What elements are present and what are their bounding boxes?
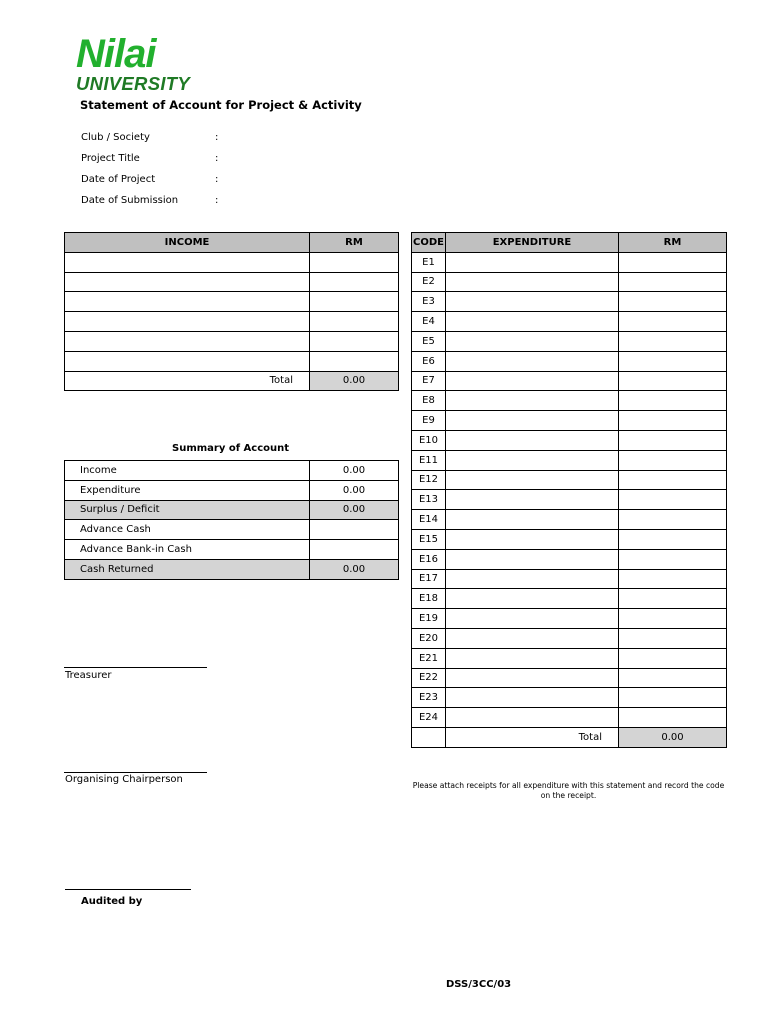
summary-label: Surplus / Deficit <box>65 500 310 520</box>
expenditure-total-label: Total <box>446 727 619 747</box>
expenditure-row <box>412 351 727 371</box>
expenditure-item-cell[interactable] <box>446 490 619 510</box>
expenditure-code: E1 <box>412 252 446 272</box>
expenditure-header: EXPENDITURE <box>446 233 619 253</box>
expenditure-code: E22 <box>412 668 446 688</box>
expenditure-code: E15 <box>412 529 446 549</box>
info-colon: : <box>215 195 219 206</box>
expenditure-code: E12 <box>412 470 446 490</box>
expenditure-row <box>412 450 727 470</box>
expenditure-item-cell[interactable] <box>446 688 619 708</box>
expenditure-code: E6 <box>412 351 446 371</box>
expenditure-item-cell[interactable] <box>446 351 619 371</box>
expenditure-code: E8 <box>412 391 446 411</box>
summary-value: 0.00 <box>310 559 399 579</box>
expenditure-item-cell[interactable] <box>446 312 619 332</box>
expenditure-code: E14 <box>412 510 446 530</box>
expenditure-item-cell[interactable] <box>446 589 619 609</box>
income-amount-cell[interactable] <box>310 292 399 312</box>
expenditure-code: E13 <box>412 490 446 510</box>
expenditure-amount-cell[interactable] <box>619 411 727 431</box>
expenditure-row <box>412 628 727 648</box>
expenditure-item-cell[interactable] <box>446 668 619 688</box>
logo-wordmark: Nilai <box>76 34 156 76</box>
expenditure-amount-cell[interactable] <box>619 252 727 272</box>
audit-signature-line <box>65 889 191 890</box>
expenditure-row <box>412 391 727 411</box>
income-item-cell[interactable] <box>65 252 310 272</box>
income-item-cell[interactable] <box>65 331 310 351</box>
income-row <box>65 331 399 351</box>
audited-by-label: Audited by <box>81 896 143 907</box>
expenditure-amount-cell[interactable] <box>619 549 727 569</box>
income-item-cell[interactable] <box>65 292 310 312</box>
expenditure-item-cell[interactable] <box>446 391 619 411</box>
expenditure-code: E9 <box>412 411 446 431</box>
income-amount-cell[interactable] <box>310 312 399 332</box>
expenditure-row <box>412 688 727 708</box>
summary-title: Summary of Account <box>172 443 290 454</box>
expenditure-row <box>412 252 727 272</box>
info-label-date-of-submission: Date of Submission <box>81 195 179 206</box>
expenditure-item-cell[interactable] <box>446 292 619 312</box>
income-total-label: Total <box>65 371 310 391</box>
summary-value[interactable] <box>310 540 399 560</box>
expenditure-code: E20 <box>412 628 446 648</box>
info-colon: : <box>215 153 219 164</box>
document-title: Statement of Account for Project & Activity <box>80 98 362 112</box>
expenditure-amount-cell[interactable] <box>619 331 727 351</box>
expenditure-row <box>412 529 727 549</box>
income-row <box>65 252 399 272</box>
income-total-row <box>65 371 399 391</box>
expenditure-amount-cell[interactable] <box>619 351 727 371</box>
expenditure-item-cell[interactable] <box>446 470 619 490</box>
summary-value[interactable] <box>310 520 399 540</box>
income-row <box>65 292 399 312</box>
expenditure-total-row <box>412 727 727 747</box>
income-row <box>65 351 399 371</box>
income-amount-cell[interactable] <box>310 272 399 292</box>
expenditure-item-cell[interactable] <box>446 371 619 391</box>
expenditure-amount-cell[interactable] <box>619 312 727 332</box>
expenditure-amount-cell[interactable] <box>619 371 727 391</box>
expenditure-row <box>412 569 727 589</box>
expenditure-item-cell[interactable] <box>446 549 619 569</box>
expenditure-row <box>412 331 727 351</box>
expenditure-row <box>412 708 727 728</box>
summary-label: Income <box>65 461 310 481</box>
expenditure-row <box>412 490 727 510</box>
expenditure-code: E2 <box>412 272 446 292</box>
income-amount-cell[interactable] <box>310 331 399 351</box>
expenditure-amount-cell[interactable] <box>619 529 727 549</box>
summary-label: Cash Returned <box>65 559 310 579</box>
expenditure-row <box>412 430 727 450</box>
expenditure-row <box>412 272 727 292</box>
expenditure-item-cell[interactable] <box>446 529 619 549</box>
income-item-cell[interactable] <box>65 272 310 292</box>
expenditure-row <box>412 609 727 629</box>
income-amount-cell[interactable] <box>310 252 399 272</box>
expenditure-amount-cell[interactable] <box>619 490 727 510</box>
info-label-project-title: Project Title <box>81 153 140 164</box>
expenditure-amount-cell[interactable] <box>619 510 727 530</box>
expenditure-amount-cell[interactable] <box>619 609 727 629</box>
summary-row-income <box>65 461 399 481</box>
expenditure-item-cell[interactable] <box>446 569 619 589</box>
income-amount-cell[interactable] <box>310 351 399 371</box>
expenditure-table <box>411 232 727 748</box>
expenditure-body <box>412 252 727 727</box>
income-row <box>65 312 399 332</box>
treasurer-signature-line <box>64 667 207 668</box>
expenditure-row <box>412 510 727 530</box>
expenditure-item-cell[interactable] <box>446 411 619 431</box>
expenditure-row <box>412 411 727 431</box>
expenditure-code: E19 <box>412 609 446 629</box>
summary-row-expenditure <box>65 480 399 500</box>
expenditure-amount-cell[interactable] <box>619 589 727 609</box>
expenditure-code: E4 <box>412 312 446 332</box>
expenditure-code: E10 <box>412 430 446 450</box>
info-label-club: Club / Society <box>81 132 150 143</box>
summary-table <box>64 460 399 580</box>
expenditure-code: E16 <box>412 549 446 569</box>
income-rm-header: RM <box>310 233 399 253</box>
info-label-date-of-project: Date of Project <box>81 174 156 185</box>
summary-value: 0.00 <box>310 461 399 481</box>
expenditure-amount-cell[interactable] <box>619 648 727 668</box>
summary-value: 0.00 <box>310 500 399 520</box>
summary-row-surplus <box>65 500 399 520</box>
expenditure-row <box>412 589 727 609</box>
expenditure-row <box>412 668 727 688</box>
expenditure-amount-cell[interactable] <box>619 391 727 411</box>
receipt-note: Please attach receipts for all expenditure with this statement and record the code on the receipt. <box>412 781 725 800</box>
expenditure-rm-header: RM <box>619 233 727 253</box>
expenditure-amount-cell[interactable] <box>619 688 727 708</box>
income-item-cell[interactable] <box>65 351 310 371</box>
expenditure-total-code-cell <box>412 727 446 747</box>
document-reference: DSS/3CC/03 <box>446 979 512 990</box>
summary-label: Advance Cash <box>65 520 310 540</box>
expenditure-item-cell[interactable] <box>446 430 619 450</box>
expenditure-amount-cell[interactable] <box>619 450 727 470</box>
expenditure-item-cell[interactable] <box>446 450 619 470</box>
expenditure-amount-cell[interactable] <box>619 628 727 648</box>
expenditure-row <box>412 371 727 391</box>
summary-row-cash-returned <box>65 559 399 579</box>
expenditure-amount-cell[interactable] <box>619 470 727 490</box>
summary-value: 0.00 <box>310 480 399 500</box>
income-header: INCOME <box>65 233 310 253</box>
nilai-university-logo <box>76 34 196 94</box>
logo-subtitle: UNIVERSITY <box>76 73 191 94</box>
info-colon: : <box>215 132 219 143</box>
expenditure-code: E18 <box>412 589 446 609</box>
expenditure-item-cell[interactable] <box>446 331 619 351</box>
expenditure-code: E7 <box>412 371 446 391</box>
expenditure-item-cell[interactable] <box>446 510 619 530</box>
expenditure-code: E21 <box>412 648 446 668</box>
expenditure-item-cell[interactable] <box>446 708 619 728</box>
expenditure-code: E24 <box>412 708 446 728</box>
summary-row-advance-bank-in <box>65 540 399 560</box>
expenditure-item-cell[interactable] <box>446 272 619 292</box>
expenditure-row <box>412 470 727 490</box>
expenditure-row <box>412 549 727 569</box>
summary-row-advance-cash <box>65 520 399 540</box>
expenditure-item-cell[interactable] <box>446 252 619 272</box>
info-colon: : <box>215 174 219 185</box>
treasurer-label: Treasurer <box>65 670 112 681</box>
expenditure-row <box>412 292 727 312</box>
expenditure-code: E11 <box>412 450 446 470</box>
expenditure-total-value: 0.00 <box>619 727 727 747</box>
expenditure-amount-cell[interactable] <box>619 292 727 312</box>
expenditure-item-cell[interactable] <box>446 628 619 648</box>
expenditure-code: E23 <box>412 688 446 708</box>
expenditure-code: E5 <box>412 331 446 351</box>
expenditure-item-cell[interactable] <box>446 648 619 668</box>
income-total-value: 0.00 <box>310 371 399 391</box>
income-item-cell[interactable] <box>65 312 310 332</box>
income-table <box>64 232 399 391</box>
expenditure-amount-cell[interactable] <box>619 430 727 450</box>
expenditure-amount-cell[interactable] <box>619 708 727 728</box>
expenditure-row <box>412 648 727 668</box>
chairperson-signature-line <box>64 772 207 773</box>
expenditure-amount-cell[interactable] <box>619 668 727 688</box>
expenditure-amount-cell[interactable] <box>619 272 727 292</box>
expenditure-amount-cell[interactable] <box>619 569 727 589</box>
income-row <box>65 272 399 292</box>
code-header: CODE <box>412 233 446 253</box>
expenditure-code: E3 <box>412 292 446 312</box>
summary-label: Advance Bank-in Cash <box>65 540 310 560</box>
expenditure-item-cell[interactable] <box>446 609 619 629</box>
expenditure-code: E17 <box>412 569 446 589</box>
summary-label: Expenditure <box>65 480 310 500</box>
expenditure-row <box>412 312 727 332</box>
chairperson-label: Organising Chairperson <box>65 774 183 785</box>
